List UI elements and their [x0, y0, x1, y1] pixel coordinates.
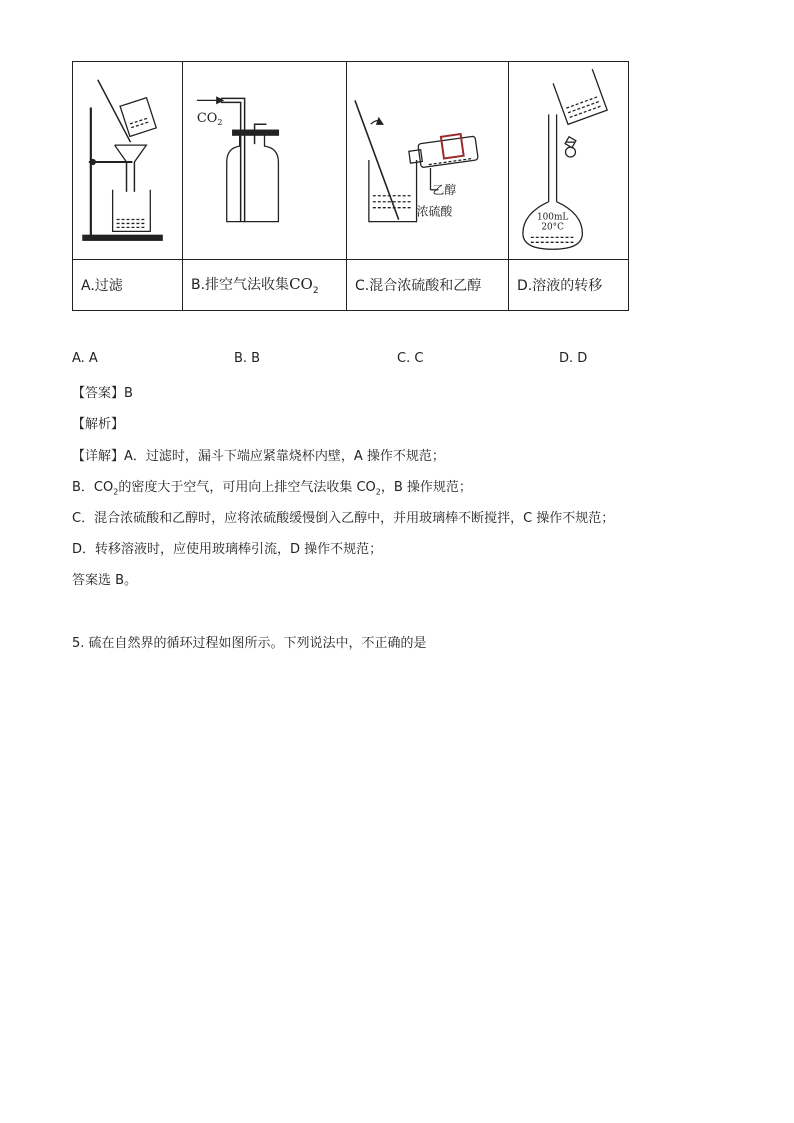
- analysis-heading: 【解析】: [72, 417, 125, 432]
- apparatus-table: [72, 61, 629, 311]
- mixing-diagram: [347, 62, 508, 259]
- option-d: D. D: [559, 351, 588, 366]
- detail-line-2: B．$CO_2$的密度大于空气，可用向上排空气法收集 $CO_2$，B 操作规范；: [72, 480, 472, 497]
- transfer-diagram: [509, 62, 628, 259]
- answer-value: B: [124, 386, 133, 401]
- detail-line-3: C．混合浓硫酸和乙醇时，应将浓硫酸缓慢倒入乙醇中，并用玻璃棒不断搅拌，C 操作不规范；: [72, 511, 615, 526]
- figure-gas-collection: [183, 62, 347, 260]
- figure-filtration: [73, 62, 183, 260]
- detail-line-5: 答案选 B。: [72, 573, 138, 588]
- acid-label: 浓硫酸: [416, 204, 453, 219]
- figure-transfer: [509, 62, 629, 260]
- gas-label: $CO_2$: [196, 111, 223, 128]
- detail-line-1: 【详解】A．过滤时，漏斗下端应紧靠烧杯内壁，A 操作不规范；: [72, 449, 445, 464]
- ethanol-label: 乙醇: [432, 182, 457, 197]
- answer-line: [72, 382, 133, 401]
- label-b: B.排空气法收集$CO_2$: [183, 260, 347, 311]
- temperature-label: 20°C: [541, 222, 564, 233]
- detail-tag: 【详解】: [72, 449, 125, 464]
- option-c: C. C: [397, 351, 424, 366]
- option-b: B. B: [234, 351, 261, 366]
- gas-collection-diagram: [183, 62, 346, 259]
- option-a: A. A: [72, 351, 98, 366]
- volume-label: 100mL: [536, 212, 569, 223]
- question-5: 5. 硫在自然界的循环过程如图所示。下列说法中，不正确的是: [72, 636, 427, 651]
- detail-line-4: D．转移溶液时，应使用玻璃棒引流，D 操作不规范；: [72, 542, 383, 557]
- answer-tag: 【答案】: [72, 386, 125, 401]
- filtration-diagram: [73, 62, 182, 259]
- label-c: C.混合浓硫酸和乙醇: [347, 260, 509, 311]
- label-d: D.溶液的转移: [509, 260, 629, 311]
- label-a: A.过滤: [73, 260, 183, 311]
- figure-mixing: [347, 62, 509, 260]
